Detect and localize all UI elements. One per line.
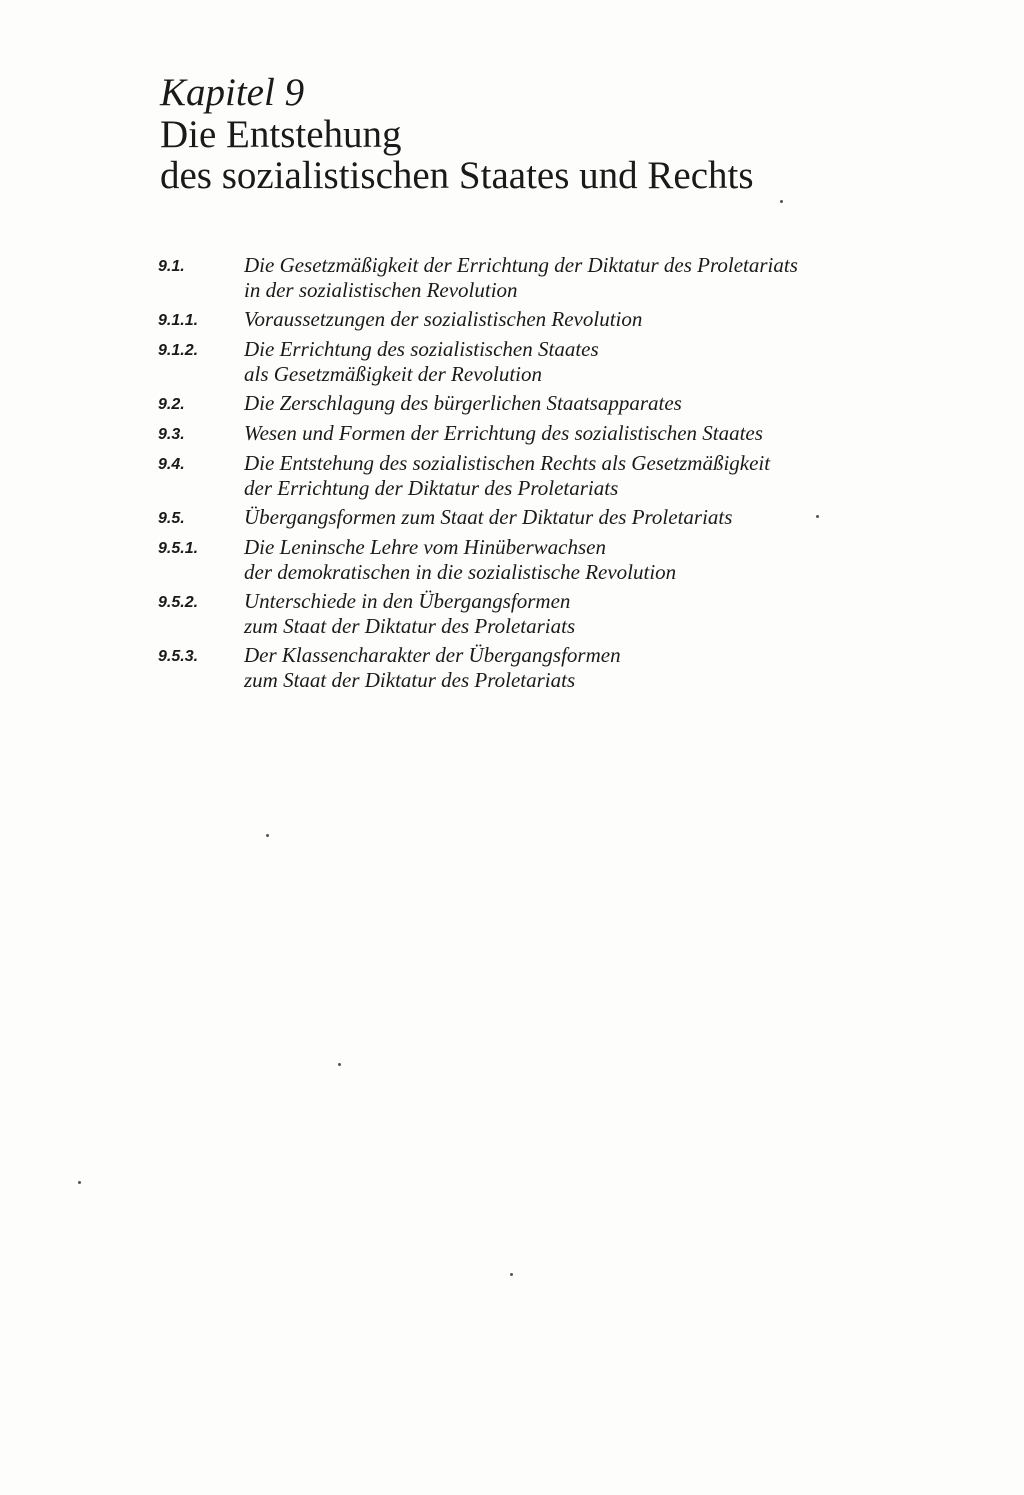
- toc-entry-number: 9.1.1.: [158, 312, 199, 329]
- toc-entry-text: [244, 451, 938, 501]
- scan-speck: [78, 1181, 81, 1184]
- chapter-label: Kapitel 9: [160, 71, 305, 114]
- toc-entry: [158, 589, 938, 639]
- toc-entry-text: [244, 337, 938, 387]
- toc-entry-line: als Gesetzmäßigkeit der Revolution: [244, 362, 543, 386]
- toc-entry-line: zum Staat der Diktatur des Proletariats: [244, 668, 576, 692]
- scan-speck: [510, 1273, 513, 1276]
- toc-entry: [158, 307, 938, 333]
- toc-entry-number: 9.5.3.: [158, 648, 199, 665]
- toc-entry-text: [244, 307, 938, 332]
- scan-speck: [780, 200, 783, 203]
- toc-entry: [158, 535, 938, 585]
- chapter-title-line-1: Die Entstehung: [160, 113, 402, 156]
- toc-entry-line: Die Entstehung des sozialistischen Rechts als Gesetzmäßigkeit: [244, 451, 771, 475]
- chapter-title-line-2: des sozialistischen Staates und Rechts: [160, 154, 754, 197]
- chapter-heading: [160, 72, 980, 196]
- toc-entry-line: Übergangsformen zum Staat der Diktatur des Proletariats: [244, 505, 733, 529]
- scan-speck: [816, 515, 819, 518]
- toc-entry: [158, 505, 938, 531]
- toc-entry-text: [244, 253, 938, 303]
- toc-entry-line: Die Errichtung des sozialistischen Staates: [244, 337, 599, 361]
- toc-entry-text: [244, 421, 938, 446]
- toc-entry-text: [244, 505, 938, 530]
- toc-entry: [158, 253, 938, 303]
- toc-entry-line: Die Zerschlagung des bürgerlichen Staatsapparates: [244, 391, 682, 415]
- toc-entry-number: 9.1.: [158, 258, 185, 275]
- toc-entry-number: 9.1.2.: [158, 342, 199, 359]
- toc-entry: [158, 421, 938, 447]
- toc-entry-number: 9.5.: [158, 510, 185, 527]
- toc-entry-number: 9.2.: [158, 396, 185, 413]
- toc-entry-number: 9.5.1.: [158, 540, 199, 557]
- toc-entry-line: Der Klassencharakter der Übergangsformen: [244, 643, 621, 667]
- toc-entry-line: Wesen und Formen der Errichtung des sozialistischen Staates: [244, 421, 763, 445]
- toc-entry-line: zum Staat der Diktatur des Proletariats: [244, 614, 576, 638]
- toc-entry: [158, 391, 938, 417]
- toc-entry: [158, 451, 938, 501]
- toc-entry-line: der demokratischen in die sozialistische Revolution: [244, 560, 677, 584]
- toc-entry: [158, 643, 938, 693]
- toc-entry-line: Unterschiede in den Übergangsformen: [244, 589, 571, 613]
- scan-speck: [338, 1063, 341, 1066]
- toc-entry: [158, 337, 938, 387]
- toc-entry-line: Voraussetzungen der sozialistischen Revolution: [244, 307, 643, 331]
- scan-speck: [266, 834, 269, 837]
- toc-entry-line: der Errichtung der Diktatur des Proletariats: [244, 476, 619, 500]
- toc-entry-text: [244, 589, 938, 639]
- toc-entry-number: 9.4.: [158, 456, 185, 473]
- toc-entry-number: 9.3.: [158, 426, 185, 443]
- toc-entry-text: [244, 391, 938, 416]
- toc-entry-line: in der sozialistischen Revolution: [244, 278, 518, 302]
- toc-entry-text: [244, 535, 938, 585]
- table-of-contents: [158, 253, 938, 697]
- toc-entry-line: Die Leninsche Lehre vom Hinüberwachsen: [244, 535, 606, 559]
- toc-entry-number: 9.5.2.: [158, 594, 199, 611]
- toc-entry-text: [244, 643, 938, 693]
- toc-entry-line: Die Gesetzmäßigkeit der Errichtung der Diktatur des Proletariats: [244, 253, 798, 277]
